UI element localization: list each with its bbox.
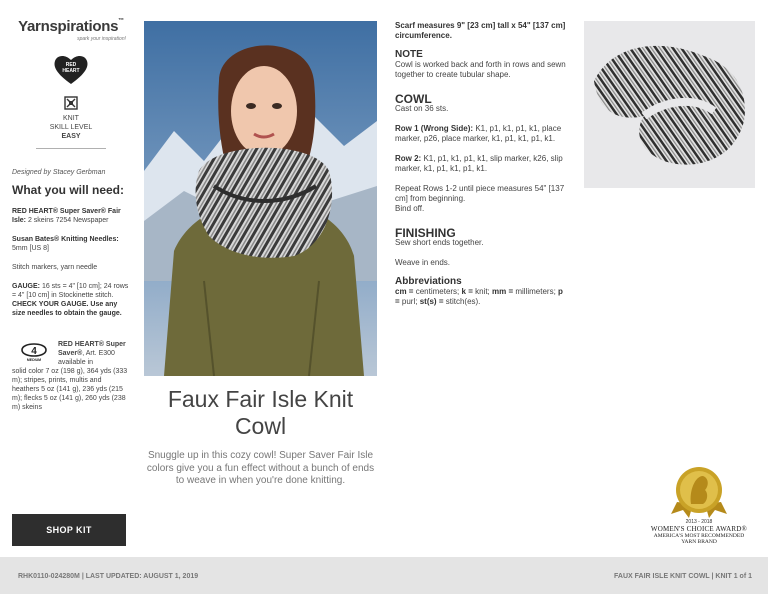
needles-name: Susan Bates® Knitting Needles: <box>12 236 119 243</box>
abbrev-p-text: purl; <box>401 297 418 306</box>
footer <box>0 557 768 594</box>
skill-level-value: EASY <box>61 133 81 140</box>
award-line2: AMERICA'S MOST RECOMMENDED <box>653 533 745 539</box>
sidebar <box>12 18 130 412</box>
shop-kit-button[interactable]: SHOP KIT <box>12 514 126 546</box>
abbrev-st: st(s) = <box>419 297 444 306</box>
red-heart-logo <box>53 54 89 86</box>
cast-on: Cast on 36 sts. <box>395 104 449 113</box>
finishing-heading: FINISHING <box>395 226 456 240</box>
row-2 <box>395 154 567 174</box>
yarn-info-rest: solid color 7 oz (198 g), 364 yds (333 m); stripes, prints, multis and heathers 5 oz (141 g), 236 yds (215 m); flecks 5 oz (141 g), 260 yds (238 m) skeins <box>12 368 128 411</box>
knit-skill-icon <box>64 96 78 110</box>
abbrev-cm: cm = <box>395 287 414 296</box>
measurements: Scarf measures 9" [23 cm] tall x 54" [137 cm] circumference. <box>395 21 566 40</box>
repeat-rows: Repeat Rows 1-2 until piece measures 54" [137 cm] from beginning. <box>395 184 565 203</box>
gauge <box>12 282 130 318</box>
award-line1: WOMEN'S CHOICE AWARD® <box>650 525 748 533</box>
womens-choice-award <box>640 466 758 545</box>
finishing-sew: Sew short ends together. <box>395 238 484 247</box>
row-1 <box>395 124 567 144</box>
red-heart-line1: RED <box>65 62 77 68</box>
pattern-description: Snuggle up in this cozy cowl! Super Saver Fair Isle colors give you a fun effect without a bunch of ends to weave in when you're done knitting. <box>146 450 375 486</box>
note-heading: NOTE <box>395 49 423 60</box>
row-2-label: Row 2: <box>395 154 422 163</box>
award-line3: YARN BRAND <box>681 539 717 545</box>
award-years: 2013 - 2018 <box>685 519 713 525</box>
yarn-info <box>12 340 130 412</box>
abbreviations-text <box>395 287 567 307</box>
brand-name: Yarnspirations <box>18 18 119 35</box>
needles-requirement <box>12 235 130 253</box>
skill-label: SKILL LEVEL <box>49 124 93 131</box>
red-heart-line2: HEART <box>62 68 80 74</box>
footer-pattern-id: RHK0110-024280M | LAST UPDATED: AUGUST 1, 2019 <box>18 573 199 580</box>
abbrev-k-text: knit; <box>475 287 490 296</box>
abbrev-p: p = <box>395 287 563 306</box>
abbrev-mm: mm = <box>492 287 514 296</box>
row-2-text: K1, p1, k1, p1, k1, slip marker, k26, slip marker, k1, p1, k1, p1, k1. <box>395 154 563 173</box>
abbrev-st-text: stitch(es). <box>445 297 481 306</box>
divider <box>36 148 106 149</box>
instructions <box>395 21 567 307</box>
yarn-name: RED HEART® Super Saver® Fair Isle: <box>12 208 121 224</box>
brand-trademark: ™ <box>118 18 124 24</box>
abbreviations-heading: Abbreviations <box>395 276 462 287</box>
yarn-info-name: RED HEART® Super Saver® <box>58 341 126 357</box>
gauge-text: 16 sts = 4" [10 cm]; 24 rows = 4" [10 cm] in Stockinette stitch. <box>12 283 129 299</box>
pattern-title: Faux Fair Isle Knit Cowl <box>167 386 354 439</box>
row-1-text: K1, p1, k1, p1, k1, place marker, p26, place marker, k1, p1, k1, p1, k1. <box>395 124 562 143</box>
designer-credit: Designed by Stacey Gerbman <box>12 169 106 176</box>
needles-detail: 5mm [US 8] <box>12 245 49 252</box>
skill-craft: KNIT <box>63 115 79 122</box>
cowl-product-photo <box>584 21 755 188</box>
award-medal-icon <box>669 466 729 518</box>
finishing-weave: Weave in ends. <box>395 258 450 267</box>
yarn-detail: 2 skeins 7254 Newspaper <box>27 217 109 224</box>
brand-logo[interactable] <box>12 18 130 42</box>
notions: Stitch markers, yarn needle <box>12 264 98 271</box>
yarn-weight-icon <box>18 340 50 362</box>
abbrev-k: k = <box>461 287 473 296</box>
yarn-weight-label: MEDIUM <box>26 358 42 362</box>
abbrev-mm-text: millimeters; <box>515 287 556 296</box>
abbrev-cm-text: centimeters; <box>415 287 460 296</box>
note-text: Cowl is worked back and forth in rows and sewn together to create tubular shape. <box>395 60 566 79</box>
yarn-info-first: , Art. E300 available in <box>58 350 115 366</box>
bind-off: Bind off. <box>395 204 425 213</box>
model-photo <box>144 21 377 376</box>
materials-heading: What you will need: <box>12 183 125 197</box>
yarn-requirement <box>12 207 130 225</box>
yarn-weight-number: 4 <box>31 346 37 357</box>
gauge-label: GAUGE: <box>12 283 40 290</box>
row-1-label: Row 1 (Wrong Side): <box>395 124 474 133</box>
cowl-heading: COWL <box>395 92 432 106</box>
skill-level <box>12 114 130 141</box>
footer-page-info: FAUX FAIR ISLE KNIT COWL | KNIT 1 of 1 <box>614 573 752 580</box>
gauge-check: CHECK YOUR GAUGE. Use any size needles to obtain the gauge. <box>12 301 122 317</box>
brand-tagline: spark your inspiration! <box>77 36 126 42</box>
